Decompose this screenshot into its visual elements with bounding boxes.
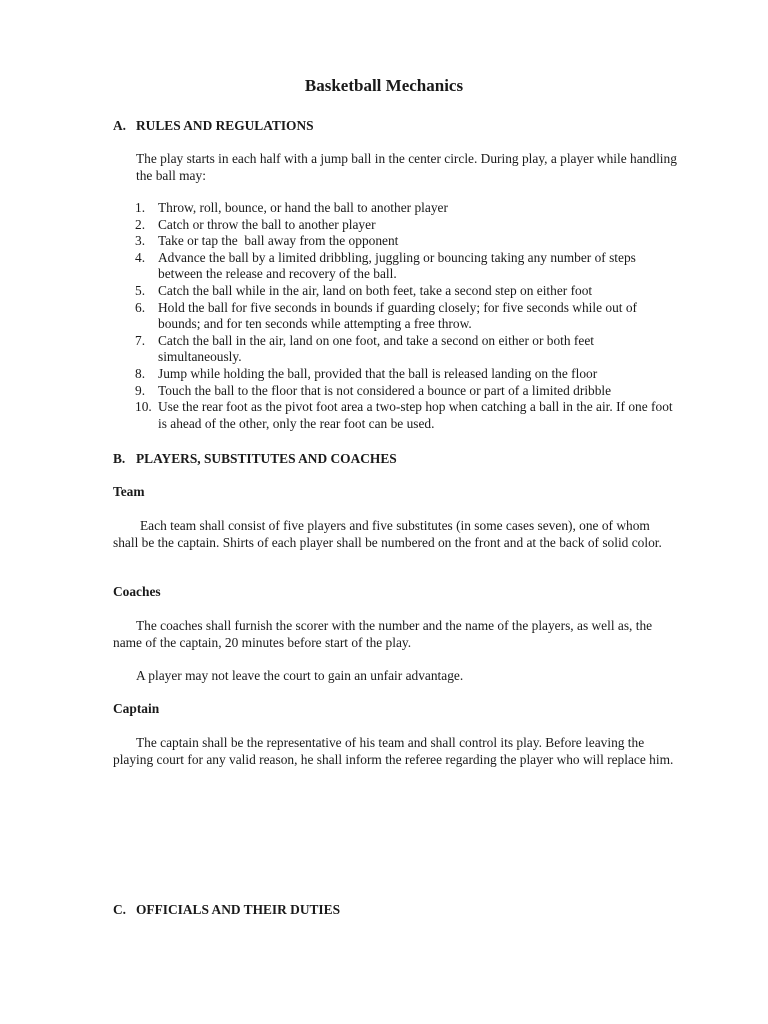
section-a-letter: A. (113, 118, 127, 133)
page-title: Basketball Mechanics (304, 76, 464, 95)
list-item-number: 5. (135, 282, 146, 298)
list-item-number: 2. (135, 216, 146, 232)
coaches-paragraph: The coaches shall furnish the scorer with the number and the name of the players, as well as, the name of the captain, 20 minutes before start of the play. (113, 618, 653, 650)
list-item (113, 200, 678, 217)
list-item-number: 9. (135, 382, 146, 398)
list-item-number: 1. (135, 200, 146, 215)
list-item-number: 6. (135, 299, 146, 315)
list-item-number: 8. (135, 365, 146, 381)
list-item-text: Catch or throw the ball to another player (158, 216, 376, 232)
list-item (113, 383, 678, 400)
list-item-text: Take or tap the ball away from the opponent (158, 233, 399, 249)
list-item (113, 233, 678, 250)
list-item-number: 10. (135, 399, 152, 415)
list-item-text: Hold the ball for five seconds in bounds if guarding closely; for five seconds while out of bounds; and for ten seconds while attempting a free throw. (158, 299, 637, 332)
list-item (113, 217, 678, 234)
list-item-text: Throw, roll, bounce, or hand the ball to another player (158, 200, 448, 215)
list-item-number: 4. (135, 249, 146, 265)
list-item-number: 3. (135, 233, 146, 249)
section-c-letter: C. (113, 902, 127, 917)
list-item-text: Catch the ball in the air, land on one foot, and take a second on either or both feet simultaneously. (158, 332, 594, 365)
section-a-title: RULES AND REGULATIONS (136, 118, 314, 133)
captain-paragraph: The captain shall be the representative of his team and shall control its play. Before leaving the playing court for any valid reason, he shall inform the referee regarding the player who will replace him. (113, 735, 674, 767)
list-item-text: Jump while holding the ball, provided that the ball is released landing on the floor (158, 365, 598, 381)
coaches-heading: Coaches (113, 584, 161, 599)
team-heading: Team (113, 484, 145, 499)
section-c-heading (113, 902, 340, 919)
section-b-letter: B. (113, 451, 126, 466)
rules-list (113, 200, 678, 432)
list-item (113, 399, 678, 432)
list-item-text: Advance the ball by a limited dribbling, juggling or bouncing taking any number of steps between the release and recovery of the ball. (158, 249, 636, 282)
section-a-intro: The play starts in each half with a jump ball in the center circle. During play, a player while handling the ball may: (136, 151, 677, 183)
captain-heading: Captain (113, 701, 160, 716)
section-b-title: PLAYERS, SUBSTITUTES AND COACHES (136, 451, 397, 466)
list-item-number: 7. (135, 332, 146, 348)
list-item (113, 333, 678, 366)
section-a-heading (113, 118, 314, 135)
list-item (113, 283, 678, 300)
list-item-text: Catch the ball while in the air, land on both feet, take a second step on either foot (158, 282, 593, 298)
list-item-text: Touch the ball to the floor that is not considered a bounce or part of a limited dribble (158, 382, 612, 398)
section-c-title: OFFICIALS AND THEIR DUTIES (136, 902, 341, 917)
section-b-heading (113, 451, 397, 468)
list-item (113, 300, 678, 333)
list-item (113, 366, 678, 383)
coaches-paragraph-2: A player may not leave the court to gain an unfair advantage. (136, 668, 464, 683)
team-paragraph: Each team shall consist of five players and five substitutes (in some cases seven), one of whom shall be the captain. Shirts of each player shall be numbered on the front and at the back of solid color. (113, 518, 662, 550)
list-item-text: Use the rear foot as the pivot foot area a two-step hop when catching a ball in the air. If one foot is ahead of the other, only the rear foot can be used. (158, 399, 673, 431)
list-item (113, 250, 678, 283)
